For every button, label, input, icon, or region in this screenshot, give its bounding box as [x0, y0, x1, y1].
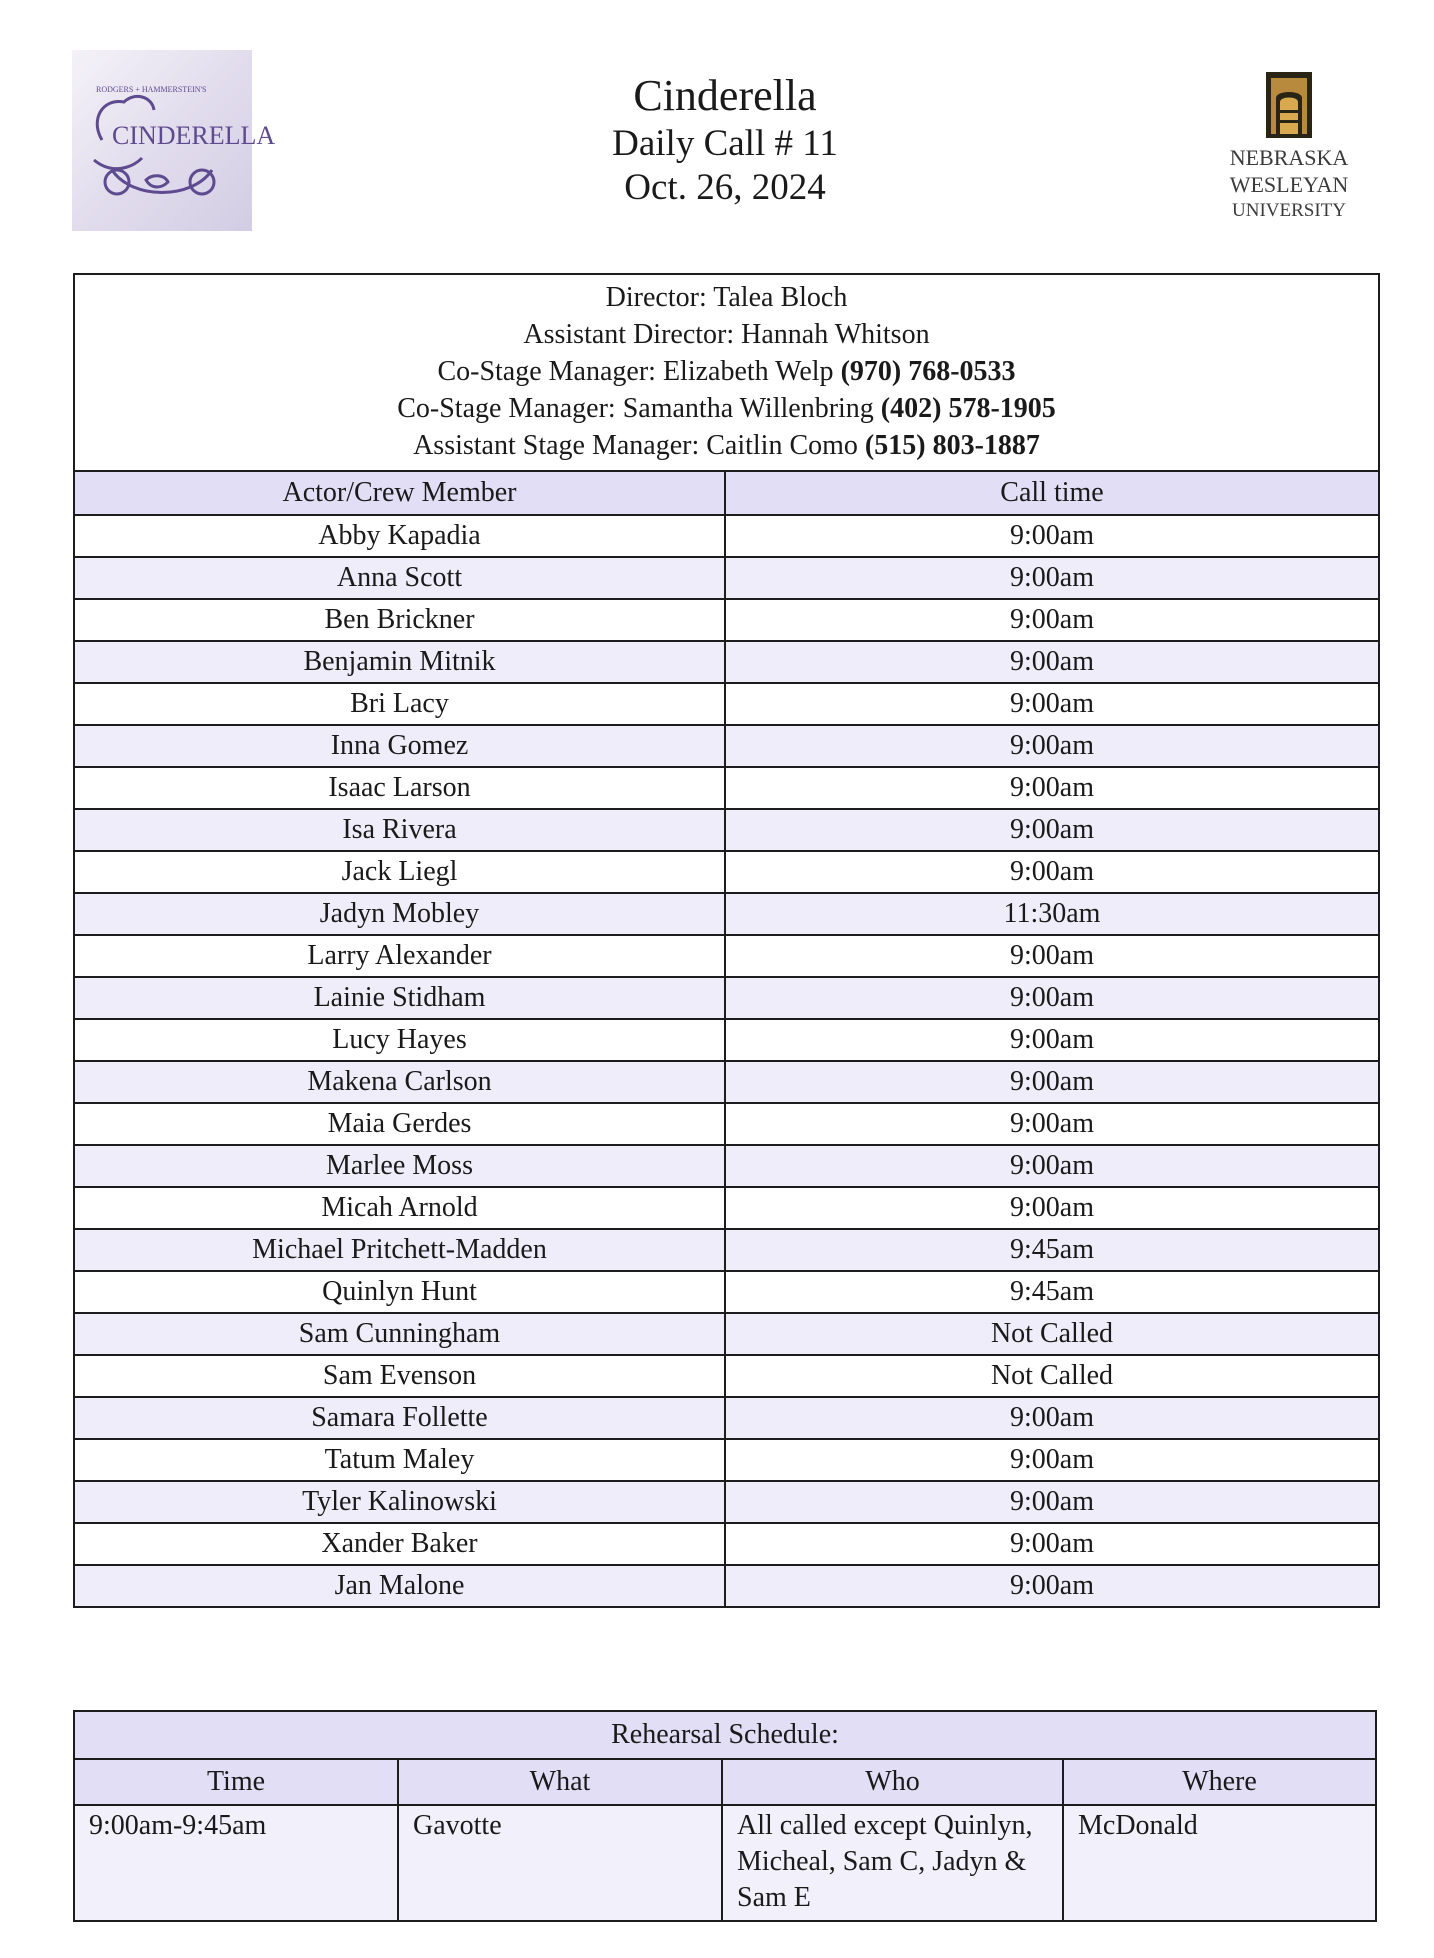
call-time: 9:00am — [725, 1145, 1379, 1187]
staff-line — [75, 427, 1378, 464]
member-name: Samara Follette — [74, 1397, 725, 1439]
member-name: Micah Arnold — [74, 1187, 725, 1229]
member-name: Lainie Stidham — [74, 977, 725, 1019]
daily-call-table — [73, 273, 1380, 1608]
schedule-time: 9:00am-9:45am — [74, 1805, 398, 1921]
table-row — [74, 893, 1379, 935]
table-row — [74, 977, 1379, 1019]
call-time: 9:00am — [725, 1187, 1379, 1229]
staff-phone: (970) 768-0533 — [840, 356, 1016, 387]
schedule-what: Gavotte — [398, 1805, 722, 1921]
call-time: Not Called — [725, 1355, 1379, 1397]
member-name: Sam Evenson — [74, 1355, 725, 1397]
table-row — [74, 1439, 1379, 1481]
call-time: 9:00am — [725, 515, 1379, 557]
member-name: Marlee Moss — [74, 1145, 725, 1187]
table-row — [74, 1523, 1379, 1565]
member-name: Ben Brickner — [74, 599, 725, 641]
member-name: Inna Gomez — [74, 725, 725, 767]
call-time: 9:00am — [725, 809, 1379, 851]
logo-line-3: UNIVERSITY — [1232, 200, 1346, 221]
table-row — [74, 1187, 1379, 1229]
logo-line-1: NEBRASKA — [1229, 145, 1349, 170]
table-row — [74, 1145, 1379, 1187]
table-row — [74, 599, 1379, 641]
staff-line — [75, 279, 1378, 316]
call-time: 9:00am — [725, 1061, 1379, 1103]
staff-line — [75, 316, 1378, 353]
call-date: Oct. 26, 2024 — [624, 167, 826, 208]
table-row — [74, 1019, 1379, 1061]
member-name: Larry Alexander — [74, 935, 725, 977]
call-time: 9:00am — [725, 557, 1379, 599]
call-time: 9:45am — [725, 1271, 1379, 1313]
call-time: 9:00am — [725, 1397, 1379, 1439]
table-row — [74, 1313, 1379, 1355]
member-name: Abby Kapadia — [74, 515, 725, 557]
call-time: 9:45am — [725, 1229, 1379, 1271]
member-name: Makena Carlson — [74, 1061, 725, 1103]
member-name: Xander Baker — [74, 1523, 725, 1565]
staff-row — [74, 274, 1379, 471]
table-header-row — [74, 471, 1379, 515]
table-row — [74, 1061, 1379, 1103]
call-time: 9:00am — [725, 1439, 1379, 1481]
member-name: Quinlyn Hunt — [74, 1271, 725, 1313]
column-header-member: Actor/Crew Member — [74, 471, 725, 515]
staff-line — [75, 390, 1378, 427]
schedule-header-time: Time — [74, 1759, 398, 1805]
table-row — [74, 1397, 1379, 1439]
call-time: 9:00am — [725, 977, 1379, 1019]
table-row — [74, 935, 1379, 977]
call-time: 9:00am — [725, 1523, 1379, 1565]
table-row — [74, 1271, 1379, 1313]
production-staff — [74, 274, 1379, 471]
staff-line — [75, 353, 1378, 390]
table-row — [74, 809, 1379, 851]
logo-text: CINDERELLA — [112, 121, 276, 150]
cinderella-logo — [72, 50, 276, 231]
call-time: 9:00am — [725, 1103, 1379, 1145]
daily-call-number: Daily Call # 11 — [612, 123, 838, 164]
logo-small-text: RODGERS + HAMMERSTEIN'S — [96, 85, 207, 94]
table-row — [74, 1565, 1379, 1607]
member-name: Michael Pritchett-Madden — [74, 1229, 725, 1271]
member-name: Maia Gerdes — [74, 1103, 725, 1145]
table-row — [74, 1355, 1379, 1397]
call-time: 9:00am — [725, 641, 1379, 683]
logo-line-2: WESLEYAN — [1229, 172, 1349, 197]
call-time: 9:00am — [725, 935, 1379, 977]
rehearsal-schedule-title: Rehearsal Schedule: — [74, 1711, 1376, 1759]
call-time: 9:00am — [725, 1565, 1379, 1607]
member-name: Benjamin Mitnik — [74, 641, 725, 683]
nebraska-wesleyan-tower-icon — [1208, 56, 1378, 236]
staff-name: Co-Stage Manager: Samantha Willenbring — [397, 393, 874, 424]
staff-name: Co-Stage Manager: Elizabeth Welp — [437, 356, 834, 387]
cinderella-carriage-logo-icon — [72, 50, 276, 231]
table-row — [74, 683, 1379, 725]
call-time: 9:00am — [725, 851, 1379, 893]
call-time: 9:00am — [725, 1019, 1379, 1061]
staff-name: Assistant Director: Hannah Whitson — [523, 319, 930, 350]
table-row — [74, 557, 1379, 599]
table-row — [74, 851, 1379, 893]
call-time: Not Called — [725, 1313, 1379, 1355]
schedule-header-row — [74, 1759, 1376, 1805]
rehearsal-schedule-table — [73, 1710, 1377, 1922]
member-name: Isa Rivera — [74, 809, 725, 851]
page-header — [470, 70, 980, 210]
schedule-header-who: Who — [722, 1759, 1063, 1805]
schedule-row — [74, 1805, 1376, 1921]
staff-phone: (515) 803-1887 — [864, 430, 1040, 461]
table-row — [74, 1229, 1379, 1271]
page-title: Cinderella — [633, 71, 817, 120]
call-time: 9:00am — [725, 1481, 1379, 1523]
member-name: Sam Cunningham — [74, 1313, 725, 1355]
member-name: Tatum Maley — [74, 1439, 725, 1481]
member-name: Jadyn Mobley — [74, 893, 725, 935]
schedule-who: All called except Quinlyn, Micheal, Sam C, Jadyn & Sam E — [722, 1805, 1063, 1921]
call-time: 9:00am — [725, 767, 1379, 809]
member-name: Anna Scott — [74, 557, 725, 599]
table-row — [74, 725, 1379, 767]
staff-name: Assistant Stage Manager: Caitlin Como — [413, 430, 858, 461]
staff-phone: (402) 578-1905 — [880, 393, 1056, 424]
member-name: Bri Lacy — [74, 683, 725, 725]
table-row — [74, 641, 1379, 683]
table-row — [74, 1481, 1379, 1523]
member-name: Isaac Larson — [74, 767, 725, 809]
table-row — [74, 515, 1379, 557]
schedule-header-where: Where — [1063, 1759, 1376, 1805]
column-header-call-time: Call time — [725, 471, 1379, 515]
call-time: 9:00am — [725, 599, 1379, 641]
member-name: Tyler Kalinowski — [74, 1481, 725, 1523]
call-time: 9:00am — [725, 683, 1379, 725]
staff-name: Director: Talea Bloch — [605, 282, 848, 313]
nebraska-wesleyan-logo — [1208, 56, 1378, 236]
table-row — [74, 767, 1379, 809]
call-time: 9:00am — [725, 725, 1379, 767]
schedule-header-what: What — [398, 1759, 722, 1805]
member-name: Lucy Hayes — [74, 1019, 725, 1061]
schedule-where: McDonald — [1063, 1805, 1376, 1921]
member-name: Jan Malone — [74, 1565, 725, 1607]
call-time: 11:30am — [725, 893, 1379, 935]
member-name: Jack Liegl — [74, 851, 725, 893]
table-row — [74, 1103, 1379, 1145]
